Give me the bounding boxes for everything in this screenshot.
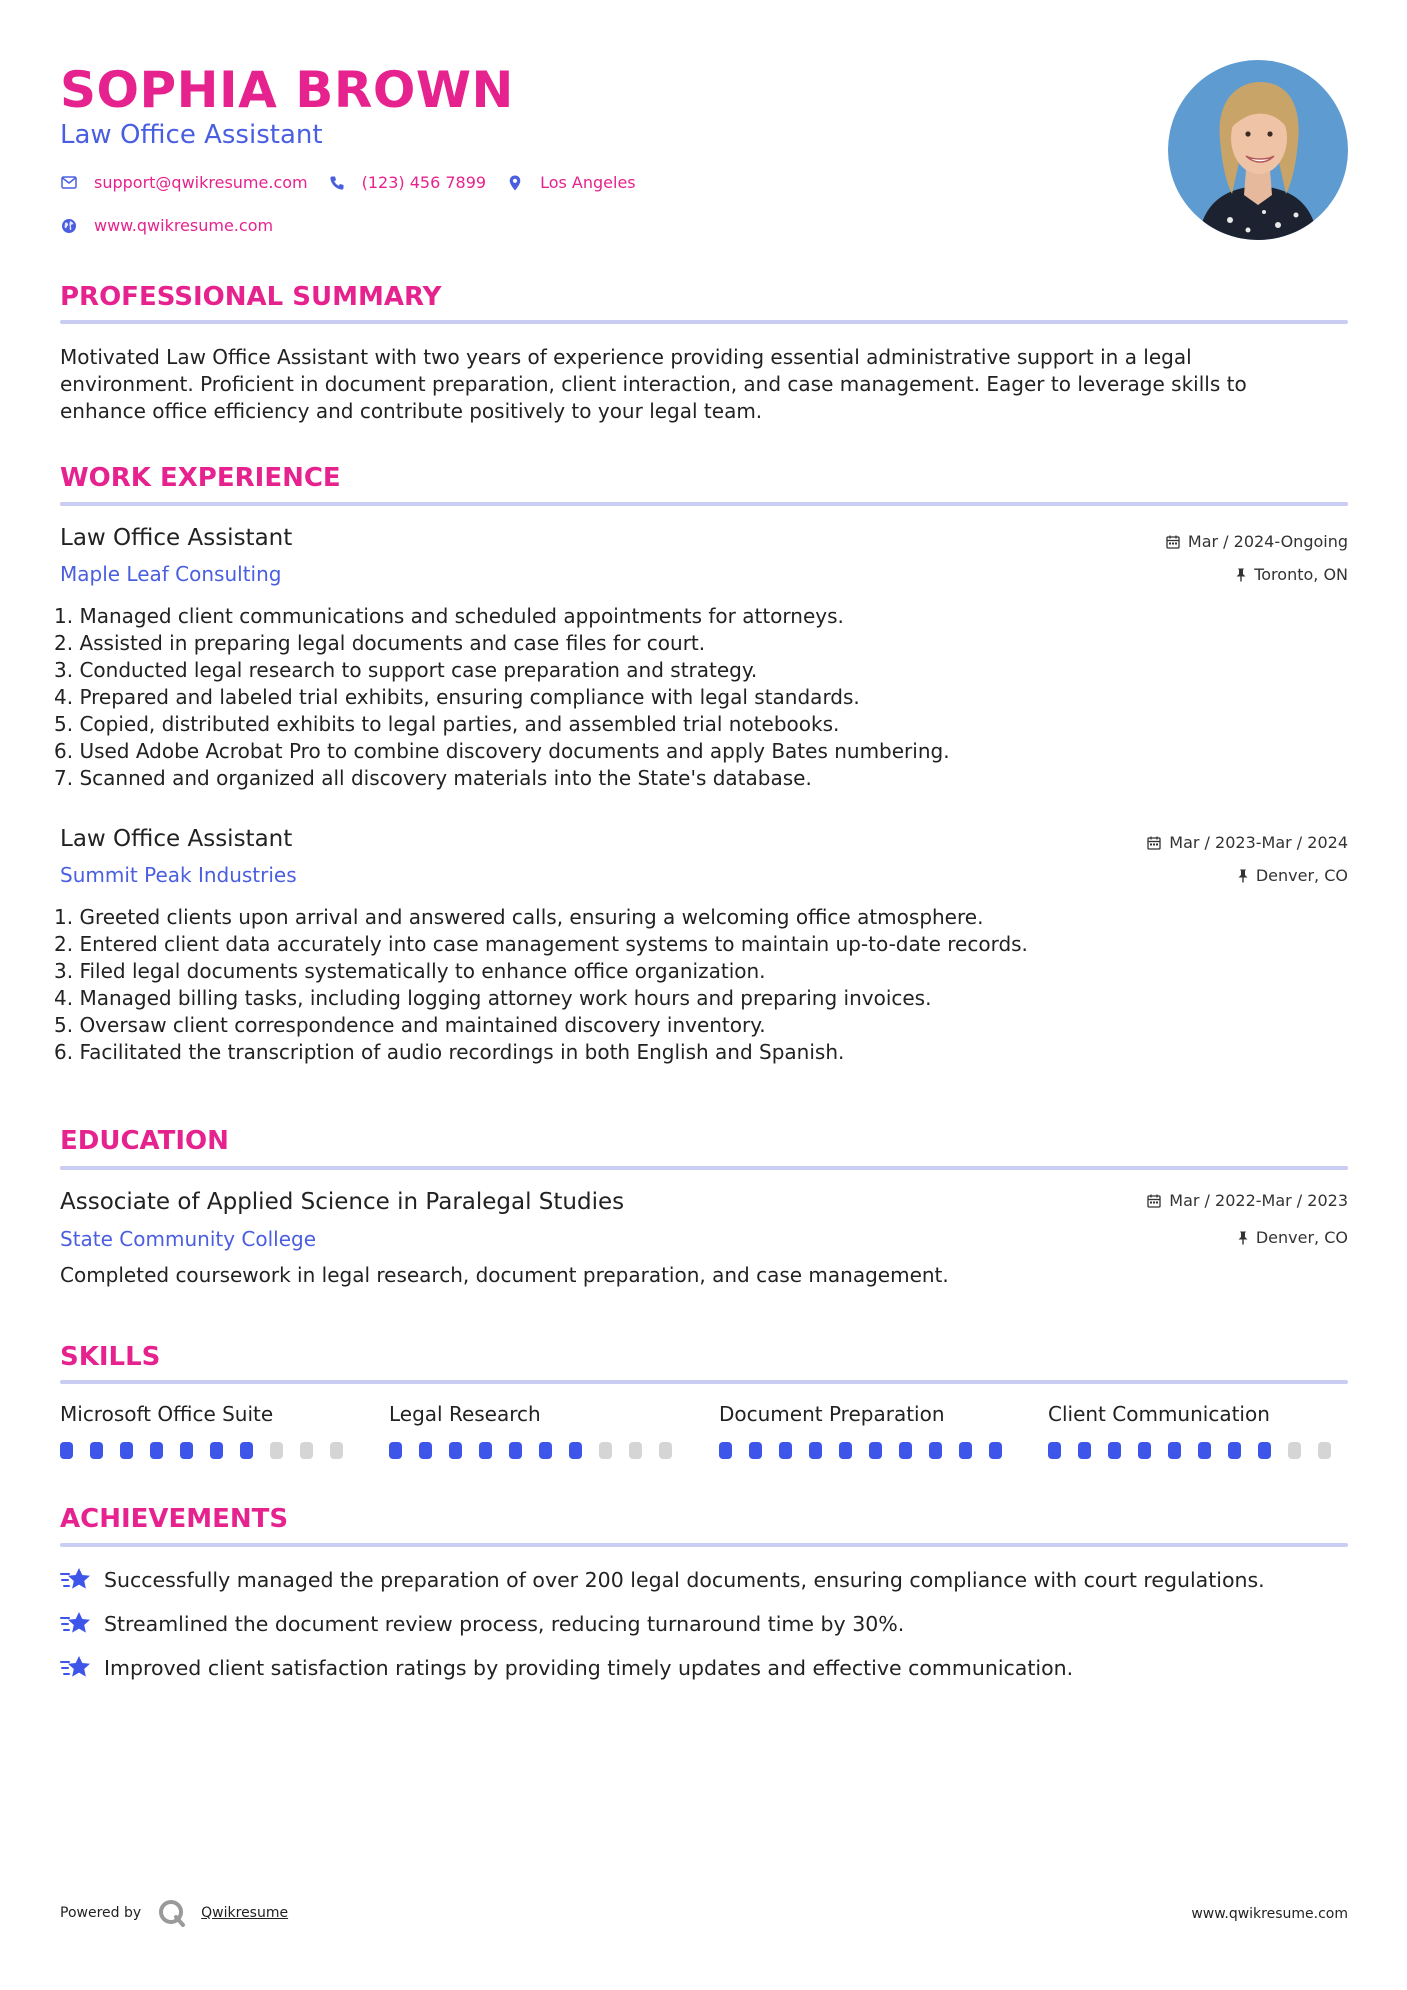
skill-dot-filled xyxy=(989,1442,1002,1459)
skill-item xyxy=(389,1400,689,1459)
skill-dot-filled xyxy=(1228,1442,1241,1459)
skill-item xyxy=(719,1400,1019,1459)
list-item: 5. Oversaw client correspondence and maintained discovery inventory. xyxy=(54,1013,766,1037)
skill-dot-filled xyxy=(1198,1442,1211,1459)
experience-heading: WORK EXPERIENCE xyxy=(60,463,341,493)
achievement-item xyxy=(60,1610,904,1638)
education-dates xyxy=(1147,1191,1348,1211)
list-item: 4. Managed billing tasks, including logging attorney work hours and preparing invoices. xyxy=(54,986,932,1010)
job-duties-list xyxy=(54,603,950,792)
summary-text xyxy=(60,344,1330,425)
section-divider xyxy=(60,502,1348,506)
company-name: Summit Peak Industries xyxy=(60,863,297,887)
pushpin-icon xyxy=(1236,568,1246,582)
section-divider xyxy=(60,1543,1348,1547)
achievement-text: Improved client satisfaction ratings by providing timely updates and effective communication. xyxy=(104,1656,1074,1680)
location-text: Denver, CO xyxy=(1255,1228,1348,1247)
calendar-icon xyxy=(1147,836,1161,850)
skill-dot-filled xyxy=(150,1442,163,1459)
skill-dot-filled xyxy=(210,1442,223,1459)
company-name: Maple Leaf Consulting xyxy=(60,562,282,586)
skill-dot-filled xyxy=(929,1442,942,1459)
skills-heading: SKILLS xyxy=(60,1342,161,1372)
skill-dot-filled xyxy=(479,1442,492,1459)
skill-item xyxy=(1048,1400,1348,1459)
skill-dot-filled xyxy=(509,1442,522,1459)
section-divider xyxy=(60,320,1348,324)
skill-dot-filled xyxy=(779,1442,792,1459)
skill-label: Document Preparation xyxy=(719,1402,945,1426)
skill-dot-filled xyxy=(1138,1442,1151,1459)
achievements-heading: ACHIEVEMENTS xyxy=(60,1504,289,1534)
skill-dot-filled xyxy=(839,1442,852,1459)
job-duties-list xyxy=(54,904,1028,1066)
contact-row xyxy=(60,173,656,192)
list-item: 1. Managed client communications and scheduled appointments for attorneys. xyxy=(54,604,844,628)
qwikresume-logo-icon xyxy=(157,1898,187,1928)
star-icon xyxy=(60,1654,92,1682)
achievement-text: Successfully managed the preparation of over 200 legal documents, ensuring compliance with court regulations. xyxy=(104,1568,1265,1592)
location-text: Los Angeles xyxy=(540,173,636,192)
website-link[interactable]: www.qwikresume.com xyxy=(94,216,274,235)
skill-dot-empty xyxy=(1318,1442,1331,1459)
footer-powered-by xyxy=(60,1898,288,1928)
location-text: Toronto, ON xyxy=(1254,565,1348,584)
section-divider xyxy=(60,1380,1348,1384)
skill-dot-filled xyxy=(449,1442,462,1459)
skill-dot-filled xyxy=(719,1442,732,1459)
map-pin-icon xyxy=(506,174,524,192)
skill-dot-filled xyxy=(809,1442,822,1459)
job-dates xyxy=(1147,833,1348,853)
phone-number[interactable]: (123) 456 7899 xyxy=(361,173,487,192)
summary-line: environment. Proficient in document preparation, client interaction, and case management. Eager to leverage skills to xyxy=(60,372,1247,396)
calendar-icon xyxy=(1147,1194,1161,1208)
skill-dot-filled xyxy=(60,1442,73,1459)
skill-dot-filled xyxy=(1108,1442,1121,1459)
summary-line: enhance office efficiency and contribute positively to your legal team. xyxy=(60,399,763,423)
date-range: Mar / 2022-Mar / 2023 xyxy=(1169,1191,1348,1210)
skill-rating xyxy=(60,1442,360,1459)
list-item: 3. Filed legal documents systematically to enhance office organization. xyxy=(54,959,766,983)
list-item: 6. Used Adobe Acrobat Pro to combine discovery documents and apply Bates numbering. xyxy=(54,739,950,763)
envelope-icon xyxy=(60,174,78,192)
achievement-item xyxy=(60,1566,1265,1594)
calendar-icon xyxy=(1166,535,1180,549)
candidate-title: Law Office Assistant xyxy=(60,120,323,150)
skill-dot-filled xyxy=(180,1442,193,1459)
globe-icon xyxy=(60,217,78,235)
skill-dot-filled xyxy=(1168,1442,1181,1459)
skill-dot-empty xyxy=(330,1442,343,1459)
skill-dot-empty xyxy=(599,1442,612,1459)
skill-dot-filled xyxy=(959,1442,972,1459)
skill-dot-empty xyxy=(300,1442,313,1459)
powered-by-text: Powered by xyxy=(60,1905,142,1921)
job-location xyxy=(1238,866,1348,886)
skill-dot-filled xyxy=(569,1442,582,1459)
footer-site[interactable]: www.qwikresume.com xyxy=(1191,1906,1348,1922)
skill-dot-filled xyxy=(1258,1442,1271,1459)
list-item: 7. Scanned and organized all discovery materials into the State's database. xyxy=(54,766,812,790)
skill-dot-filled xyxy=(90,1442,103,1459)
skill-dot-filled xyxy=(1048,1442,1061,1459)
skill-rating xyxy=(719,1442,1019,1459)
brand-link[interactable]: Qwikresume xyxy=(201,1905,289,1921)
skill-rating xyxy=(1048,1442,1348,1459)
list-item: 1. Greeted clients upon arrival and answered calls, ensuring a welcoming office atmosphere. xyxy=(54,905,984,929)
skill-dot-empty xyxy=(270,1442,283,1459)
skill-dot-empty xyxy=(659,1442,672,1459)
education-location xyxy=(1238,1228,1348,1248)
pushpin-icon xyxy=(1238,1231,1248,1245)
date-range: Mar / 2023-Mar / 2024 xyxy=(1169,833,1348,852)
location-text: Denver, CO xyxy=(1255,866,1348,885)
education-description: Completed coursework in legal research, document preparation, and case management. xyxy=(60,1263,949,1287)
school-name: State Community College xyxy=(60,1227,317,1251)
list-item: 4. Prepared and labeled trial exhibits, ensuring compliance with legal standards. xyxy=(54,685,860,709)
job-location xyxy=(1236,565,1348,585)
skill-rating xyxy=(389,1442,689,1459)
email-link[interactable]: support@qwikresume.com xyxy=(94,173,308,192)
date-range: Mar / 2024-Ongoing xyxy=(1187,532,1348,551)
skill-dot-filled xyxy=(389,1442,402,1459)
summary-line: Motivated Law Office Assistant with two years of experience providing essential administrative support in a legal xyxy=(60,345,1192,369)
phone-icon xyxy=(328,174,346,192)
section-divider xyxy=(60,1166,1348,1170)
achievement-item xyxy=(60,1654,1073,1682)
star-icon xyxy=(60,1610,92,1638)
list-item: 5. Copied, distributed exhibits to legal parties, and assembled trial notebooks. xyxy=(54,712,840,736)
pushpin-icon xyxy=(1238,869,1248,883)
list-item: 2. Entered client data accurately into case management systems to maintain up-to-date records. xyxy=(54,932,1028,956)
profile-photo xyxy=(1168,60,1348,240)
skill-dot-filled xyxy=(539,1442,552,1459)
skill-dot-filled xyxy=(1078,1442,1091,1459)
list-item: 2. Assisted in preparing legal documents and case files for court. xyxy=(54,631,706,655)
skill-label: Client Communication xyxy=(1048,1402,1270,1426)
skill-dot-empty xyxy=(629,1442,642,1459)
skill-dot-filled xyxy=(240,1442,253,1459)
skill-label: Microsoft Office Suite xyxy=(60,1402,274,1426)
contact-row-website xyxy=(60,216,293,235)
achievement-text: Streamlined the document review process, reducing turnaround time by 30%. xyxy=(104,1612,905,1636)
job-title: Law Office Assistant xyxy=(60,525,293,551)
list-item: 3. Conducted legal research to support case preparation and strategy. xyxy=(54,658,758,682)
skill-dot-empty xyxy=(1288,1442,1301,1459)
skill-dot-filled xyxy=(419,1442,432,1459)
skill-label: Legal Research xyxy=(389,1402,541,1426)
candidate-name: SOPHIA BROWN xyxy=(60,61,514,119)
skill-dot-filled xyxy=(749,1442,762,1459)
skill-dot-filled xyxy=(869,1442,882,1459)
degree-title: Associate of Applied Science in Paralegal Studies xyxy=(60,1189,625,1215)
skill-item xyxy=(60,1400,360,1459)
education-heading: EDUCATION xyxy=(60,1126,229,1156)
job-title: Law Office Assistant xyxy=(60,826,293,852)
skill-dot-filled xyxy=(120,1442,133,1459)
job-dates xyxy=(1166,532,1348,552)
summary-heading: PROFESSIONAL SUMMARY xyxy=(60,282,442,312)
list-item: 6. Facilitated the transcription of audio recordings in both English and Spanish. xyxy=(54,1040,845,1064)
star-icon xyxy=(60,1566,92,1594)
skill-dot-filled xyxy=(899,1442,912,1459)
